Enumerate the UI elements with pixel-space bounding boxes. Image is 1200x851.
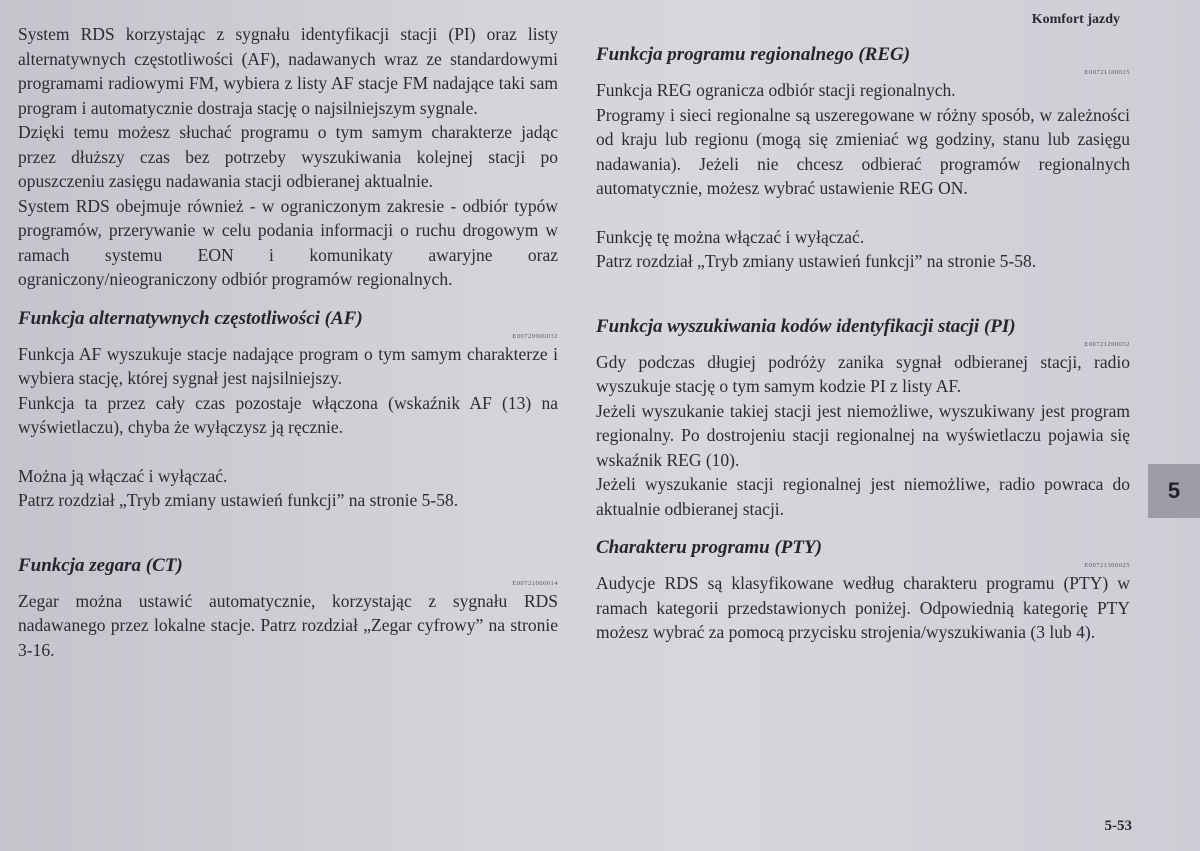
left-column: [18, 22, 558, 662]
reg-section-code: E00721100015: [1084, 69, 1130, 76]
pi-section-title: Funkcja wyszukiwania kodów identyfikacji stacji (PI): [596, 315, 1016, 337]
reg-section-title: Funkcja programu regionalnego (REG): [596, 44, 911, 65]
page-number: 5-53: [1104, 818, 1132, 834]
af-paragraph-3a: Można ją włączać i wyłączać.: [18, 465, 228, 486]
right-column: [596, 42, 1130, 645]
pi-paragraph-2: Jeżeli wyszukanie takiej stacji jest niemożliwe, wyszukiwany jest program regionalny. Po dostrojeniu stacji regionalnej na wyświetlaczu pojawia się wskaźnik REG (10).: [596, 400, 1130, 470]
ct-paragraph-1: Zegar można ustawić automatycznie, korzystając z sygnału RDS nadawanego przez lokalne stacje. Patrz rozdział „Zegar cyfrowy” na stronie 3-16.: [18, 590, 558, 660]
intro-paragraph-3: System RDS obejmuje również - w ograniczonym zakresie - odbiór typów programów, przerywanie w celu podania informacji o ruchu drogowym w ramach systemu EON i komunikaty awaryjne oraz ograniczony/nieograniczony odbiór programów regionalnych.: [18, 195, 558, 289]
af-paragraph-1: Funkcja AF wyszukuje stacje nadające program o tym samym charakterze i wybiera stację, której sygnał jest najsilniejszy.: [18, 343, 558, 388]
af-section-title: Funkcja alternatywnych częstotliwości (AF): [18, 307, 363, 329]
intro-paragraph-2: Dzięki temu możesz słuchać programu o tym samym charakterze jadąc przez dłuższy czas bez potrzeby wyszukiwania kolejnej stacji po opuszczeniu zasięgu nadawania stacji odbieranej aktualnie.: [18, 122, 558, 191]
reg-paragraph-3a: Funkcję tę można włączać i wyłączać.: [596, 226, 865, 247]
intro-paragraph-1: System RDS korzystając z sygnału identyfikacji stacji (PI) oraz listy alternatywnych częstotliwości (AF), nadawanych wraz ze standardowymi programami radiowymi FM, wybiera z listy AF stacje FM nadające taki sam program i automatycznie dostraja stację o najsilniejszym sygnale.: [18, 24, 558, 118]
reg-paragraph-1: Funkcja REG ogranicza odbiór stacji regionalnych.: [596, 80, 956, 100]
section-header: Komfort jazdy: [1031, 12, 1120, 27]
reg-paragraph-3b: Patrz rozdział „Tryb zmiany ustawień funkcji” na stronie 5-58.: [596, 251, 1037, 271]
af-paragraph-3b: Patrz rozdział „Tryb zmiany ustawień funkcji” na stronie 5-58.: [18, 490, 459, 510]
pi-section-code: E00721200032: [1084, 340, 1130, 348]
ct-section-title: Funkcja zegara (CT): [18, 554, 183, 576]
chapter-tab: 5: [1148, 464, 1200, 518]
af-section-code: E00720900032: [512, 332, 558, 340]
pty-section-code: E00721300025: [1084, 562, 1130, 569]
pty-section-title: Charakteru programu (PTY): [596, 537, 822, 558]
pi-paragraph-1: Gdy podczas długiej podróży zanika sygnał odbieranej stacji, radio wyszukuje stację o tym samym kodzie PI z listy AF.: [596, 351, 1130, 396]
pty-paragraph-1: Audycje RDS są klasyfikowane według charakteru programu (PTY) w ramach kategorii przedstawionych poniżej. Odpowiednią kategorię PTY możesz wybrać za pomocą przycisku strojenia/wyszukiwania (3 lub 4).: [596, 573, 1130, 642]
pi-paragraph-3: Jeżeli wyszukanie stacji regionalnej jest niemożliwe, radio powraca do aktualnie odbieranej stacji.: [596, 474, 1130, 519]
af-paragraph-2: Funkcja ta przez cały czas pozostaje włączona (wskaźnik AF (13) na wyświetlaczu), chyba że wyłączysz ją ręcznie.: [18, 392, 558, 437]
reg-paragraph-2: Programy i sieci regionalne są uszeregowane w różny sposób, w zależności od kraju lub regionu (mogą się zmieniać wg godziny, stanu lub zasięgu nadawania). Jeżeli nie chcesz odbierać programów regionalnych automatycznie, możesz wybrać ustawienie REG ON.: [596, 104, 1130, 198]
ct-section-code: E00721000014: [512, 579, 558, 587]
